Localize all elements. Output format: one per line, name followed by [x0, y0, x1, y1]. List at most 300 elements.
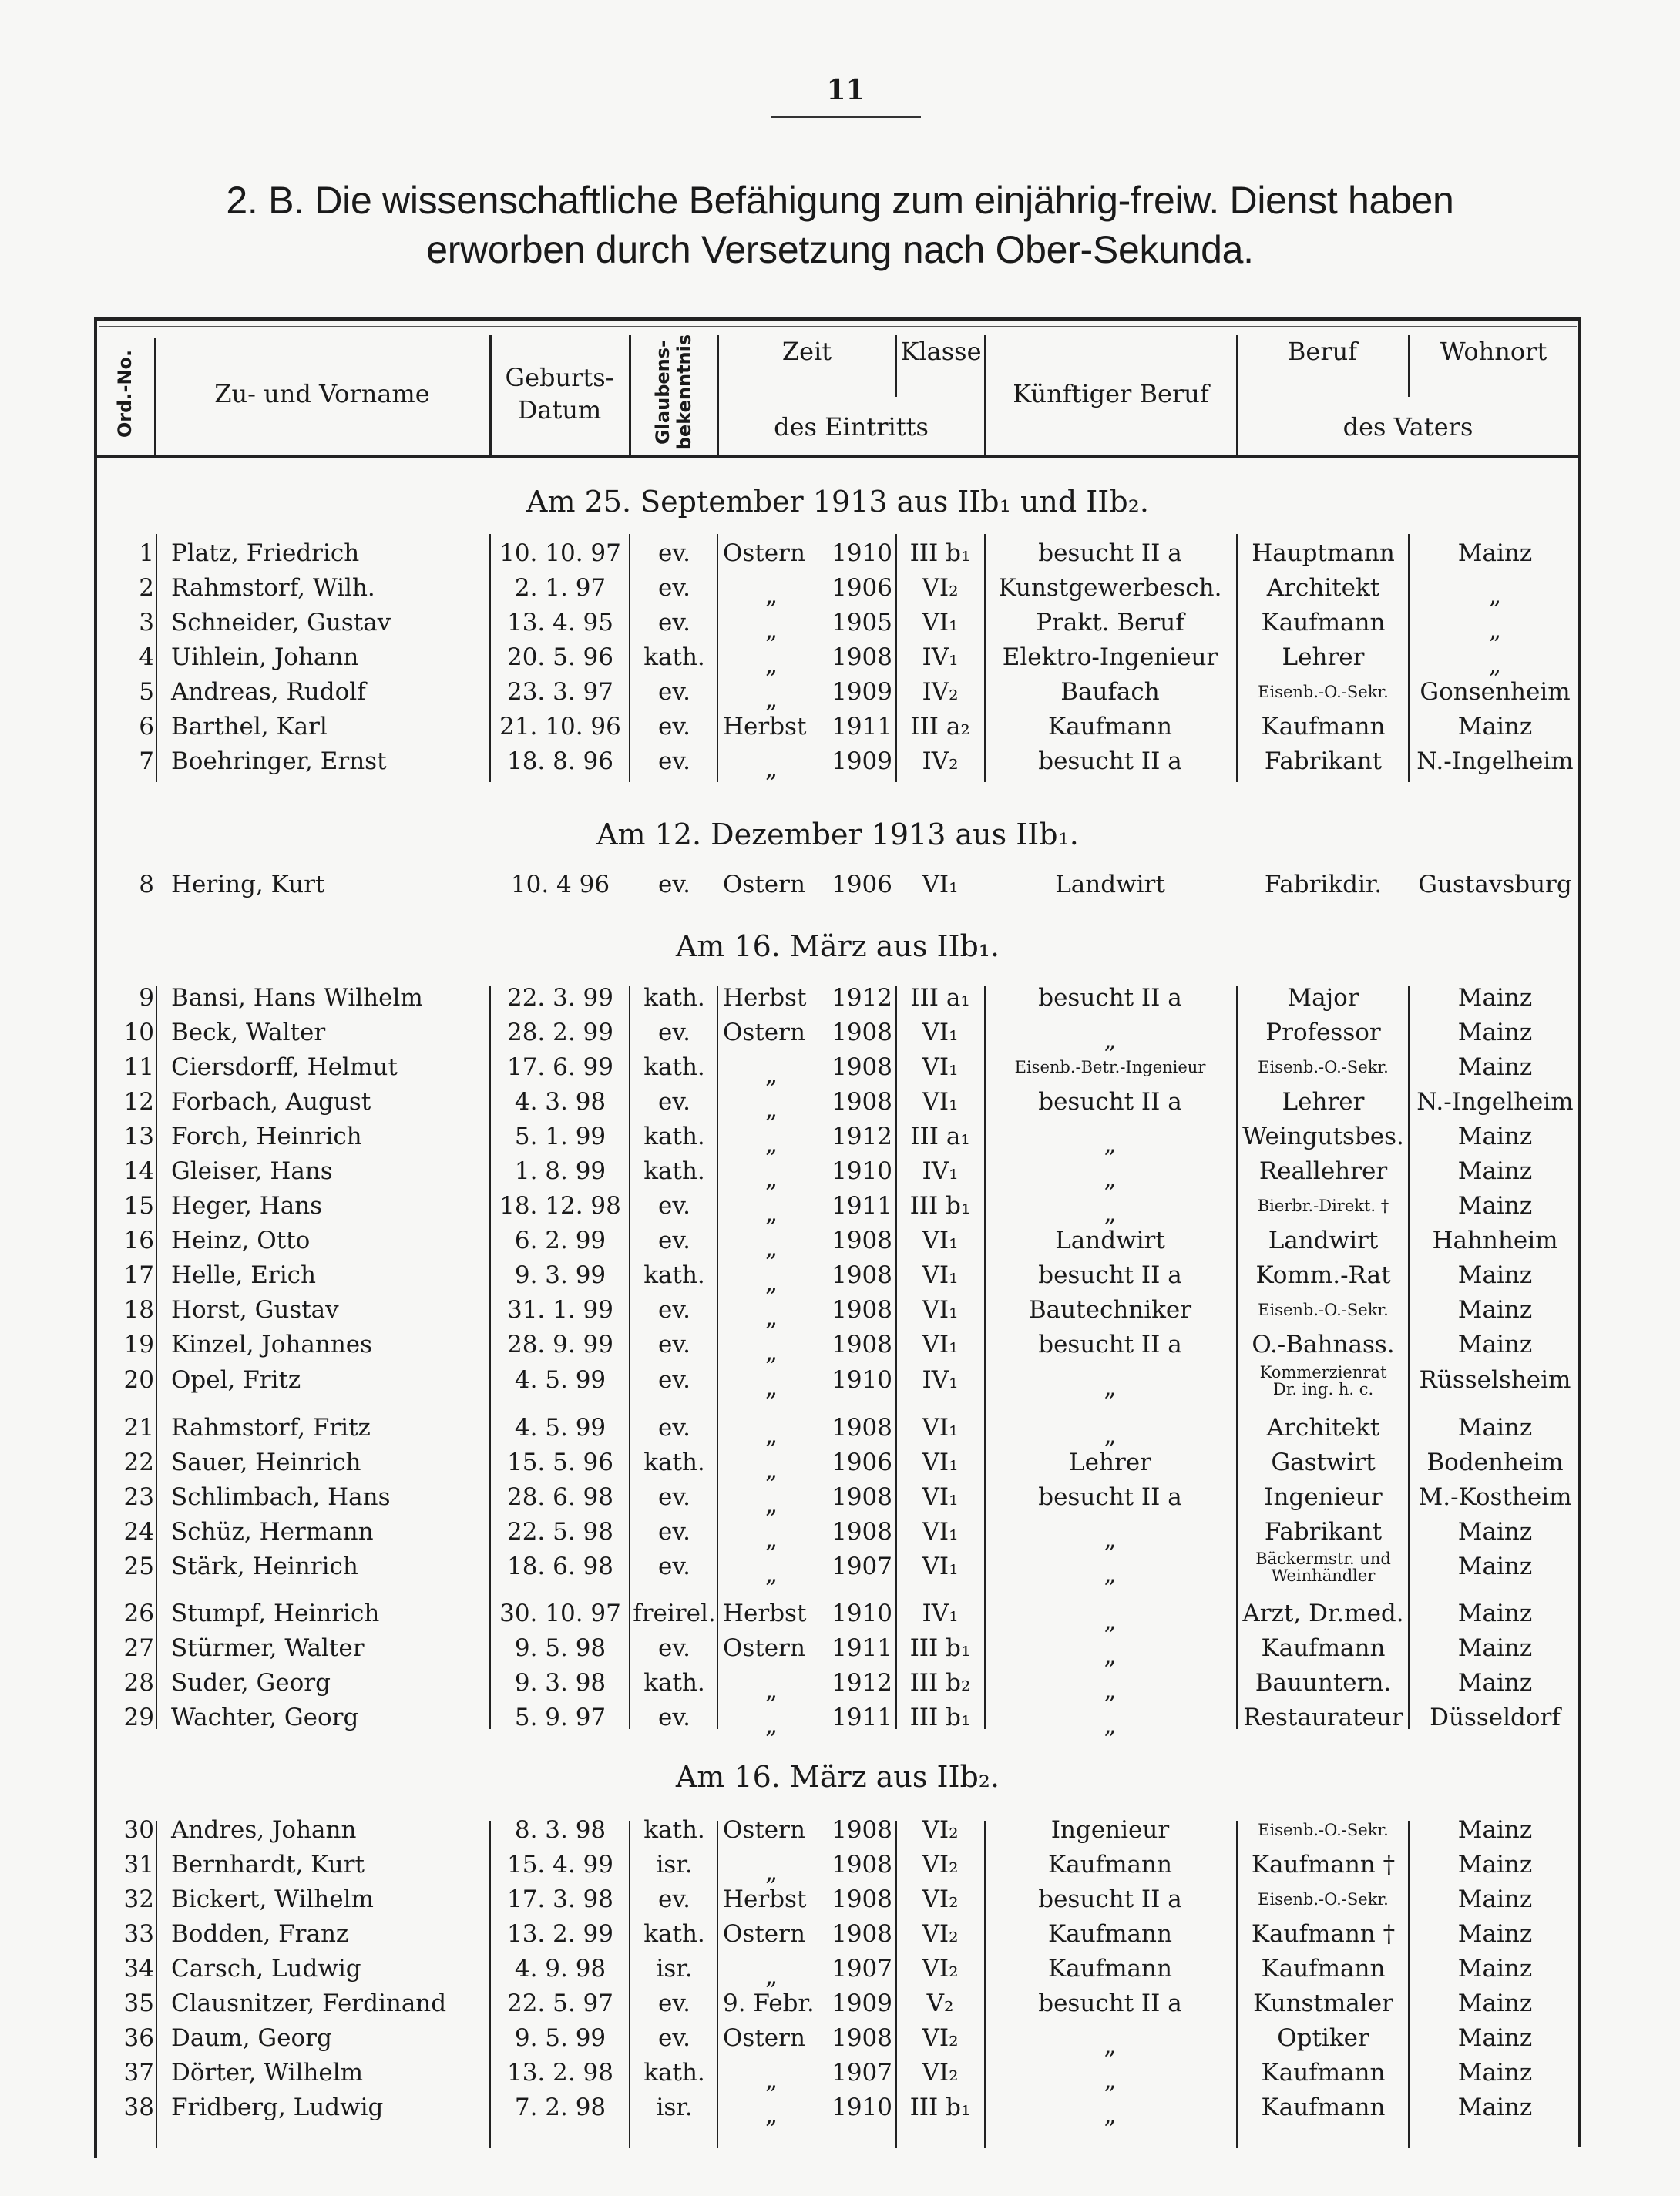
- cell-year: 1908: [832, 1296, 892, 1324]
- table-top-rule: [94, 317, 1581, 321]
- cell-wohnort: Mainz: [1457, 713, 1533, 740]
- cell-name: Dörter, Wilhelm: [171, 2059, 364, 2087]
- cell-date: 22. 5. 97: [506, 1989, 614, 2017]
- cell-kuenftig: besucht II a: [1038, 1483, 1182, 1511]
- cell-beruf: Ingenieur: [1264, 1483, 1383, 1511]
- table-row: [94, 2090, 1581, 2129]
- cell-name: Opel, Fritz: [171, 1366, 301, 1394]
- cell-zeit: „: [764, 1304, 778, 1331]
- cell-klasse: III a₁: [910, 1123, 970, 1150]
- cell-no: 31: [123, 1851, 154, 1879]
- cell-name: Schneider, Gustav: [171, 609, 391, 636]
- cell-date: 9. 5. 99: [514, 2024, 606, 2052]
- cell-name: Schlimbach, Hans: [171, 1483, 391, 1511]
- cell-date: 18. 8. 96: [506, 747, 614, 775]
- cell-year: 1908: [832, 1331, 892, 1358]
- cell-year: 1906: [832, 574, 892, 602]
- cell-no: 21: [123, 1414, 154, 1442]
- cell-beruf: Bierbr.-Direkt. †: [1257, 1197, 1389, 1215]
- cell-kuenftig: Elektro-Ingenieur: [1002, 643, 1218, 671]
- cell-no: 38: [123, 2094, 154, 2121]
- cell-zeit: Ostern: [723, 871, 805, 898]
- cell-no: 28: [123, 1669, 154, 1697]
- cell-kuenftig: „: [1104, 1607, 1117, 1635]
- cell-zeit: „: [764, 582, 778, 609]
- cell-no: 11: [123, 1053, 154, 1081]
- cell-date: 13. 2. 99: [506, 1920, 614, 1948]
- cell-year: 1911: [832, 1704, 892, 1731]
- cell-religion: kath.: [643, 1816, 705, 1844]
- header-kuenftiger-beruf: Künftiger Beruf: [1013, 379, 1209, 408]
- cell-year: 1908: [832, 2024, 892, 2052]
- cell-beruf: Kaufmann: [1261, 1634, 1386, 1662]
- cell-klasse: IV₁: [922, 1600, 959, 1627]
- cell-kuenftig: besucht II a: [1038, 1261, 1182, 1289]
- cell-beruf: Fabrikant: [1264, 747, 1383, 775]
- section-heading: Am 16. März aus IIb₂.: [675, 1760, 1000, 1794]
- cell-klasse: IV₂: [922, 678, 959, 706]
- cell-date: 4. 5. 99: [514, 1366, 606, 1394]
- section-heading: Am 16. März aus IIb₁.: [675, 929, 1000, 963]
- table-row: [94, 2021, 1581, 2060]
- table-row: [94, 1480, 1581, 1519]
- cell-no: 20: [123, 1366, 154, 1394]
- cell-kuenftig: „: [1104, 2101, 1117, 2129]
- cell-religion: ev.: [657, 747, 691, 775]
- cell-name: Daum, Georg: [171, 2024, 332, 2052]
- cell-wohnort: Mainz: [1457, 1296, 1533, 1324]
- cell-zeit: Herbst: [723, 1600, 807, 1627]
- cell-year: 1909: [832, 678, 892, 706]
- cell-wohnort: Mainz: [1457, 2094, 1533, 2121]
- cell-religion: ev.: [657, 1227, 691, 1254]
- cell-kuenftig: Bautechniker: [1028, 1296, 1192, 1324]
- cell-zeit: „: [764, 1422, 778, 1449]
- cell-klasse: VI₁: [922, 1449, 959, 1476]
- cell-name: Bernhardt, Kurt: [171, 1851, 365, 1879]
- header-birthdate-line1: Geburts-: [505, 363, 614, 392]
- page-title: [92, 176, 1588, 274]
- cell-no: 4: [139, 643, 154, 671]
- cell-name: Andreas, Rudolf: [171, 678, 366, 706]
- cell-wohnort: „: [1488, 651, 1502, 679]
- cell-date: 23. 3. 97: [506, 678, 614, 706]
- cell-kuenftig: besucht II a: [1038, 1331, 1182, 1358]
- header-klasse: Klasse: [900, 337, 982, 366]
- cell-wohnort: Mainz: [1457, 2059, 1533, 2087]
- cell-date: 1. 8. 99: [514, 1157, 606, 1185]
- table-row: [94, 1550, 1581, 1588]
- cell-name: Suder, Georg: [171, 1669, 331, 1697]
- cell-year: 1908: [832, 1885, 892, 1913]
- table-row: [94, 981, 1581, 1016]
- cell-wohnort: Mainz: [1457, 1553, 1533, 1580]
- cell-zeit: Ostern: [723, 539, 805, 567]
- header-ord: Ord.-No.: [114, 349, 136, 438]
- cell-klasse: IV₁: [922, 1157, 959, 1185]
- cell-zeit: „: [764, 616, 778, 644]
- cell-religion: ev.: [657, 574, 691, 602]
- cell-beruf: Architekt: [1266, 1414, 1380, 1442]
- cell-religion: kath.: [643, 1123, 705, 1150]
- cell-religion: ev.: [657, 1518, 691, 1546]
- cell-no: 1: [139, 539, 154, 567]
- cell-date: 28. 6. 98: [506, 1483, 614, 1511]
- cell-year: 1912: [832, 984, 892, 1012]
- title-line-1: 2. B. Die wissenschaftliche Befähigung zum einjährig-freiw. Dienst haben: [226, 179, 1454, 222]
- cell-zeit: Ostern: [723, 1816, 805, 1844]
- cell-name: Bansi, Hans Wilhelm: [171, 984, 423, 1012]
- cell-name: Barthel, Karl: [171, 713, 328, 740]
- cell-name: Schüz, Hermann: [171, 1518, 374, 1546]
- cell-no: 22: [123, 1449, 154, 1476]
- cell-beruf: Optiker: [1277, 2024, 1369, 2052]
- cell-klasse: VI₂: [922, 574, 959, 602]
- cell-religion: ev.: [657, 1483, 691, 1511]
- cell-wohnort: „: [1488, 582, 1502, 609]
- cell-religion: kath.: [643, 2059, 705, 2087]
- cell-wohnort: Mainz: [1457, 1261, 1533, 1289]
- cell-no: 10: [123, 1019, 154, 1046]
- cell-klasse: IV₁: [922, 643, 959, 671]
- header-des-vaters: des Vaters: [1342, 412, 1473, 442]
- cell-year: 1907: [832, 1955, 892, 1983]
- cell-zeit: „: [764, 651, 778, 679]
- cell-klasse: VI₁: [922, 1483, 959, 1511]
- cell-kuenftig: Baufach: [1060, 678, 1160, 706]
- cell-beruf: O.-Bahnass.: [1252, 1331, 1395, 1358]
- cell-year: 1908: [832, 1053, 892, 1081]
- cell-name: Bodden, Franz: [171, 1920, 349, 1948]
- cell-year: 1910: [832, 539, 892, 567]
- cell-beruf: Reallehrer: [1258, 1157, 1388, 1185]
- cell-zeit: „: [764, 1526, 778, 1553]
- cell-klasse: VI₁: [922, 1053, 959, 1081]
- cell-beruf: Kaufmann: [1261, 609, 1386, 636]
- cell-year: 1910: [832, 2094, 892, 2121]
- cell-kuenftig: Kaufmann: [1048, 1955, 1172, 1983]
- header-zeit: Zeit: [781, 337, 832, 366]
- cell-year: 1908: [832, 1920, 892, 1948]
- table-row: [94, 536, 1581, 571]
- cell-date: 15. 5. 96: [506, 1449, 614, 1476]
- cell-no: 29: [123, 1704, 154, 1731]
- cell-beruf: Arzt, Dr.med.: [1242, 1600, 1404, 1627]
- table-row: [94, 1120, 1581, 1158]
- cell-no: 8: [139, 871, 154, 898]
- cell-kuenftig: Ingenieur: [1050, 1816, 1170, 1844]
- cell-zeit: Herbst: [723, 1885, 807, 1913]
- cell-religion: isr.: [656, 1955, 693, 1983]
- cell-klasse: VI₁: [922, 1518, 959, 1546]
- cell-religion: ev.: [657, 1989, 691, 2017]
- table-row: [94, 1363, 1581, 1402]
- table-row: [94, 1050, 1581, 1089]
- table-top-thin-rule: [99, 326, 1577, 327]
- cell-religion: kath.: [643, 1449, 705, 1476]
- cell-religion: ev.: [657, 609, 691, 636]
- cell-kuenftig: „: [1104, 2032, 1117, 2060]
- cell-year: 1905: [832, 609, 892, 636]
- cell-date: 4. 3. 98: [514, 1088, 606, 1116]
- cell-name: Bickert, Wilhelm: [171, 1885, 374, 1913]
- cell-zeit: „: [764, 1456, 778, 1484]
- cell-date: 21. 10. 96: [499, 713, 621, 740]
- table-row: [94, 1016, 1581, 1054]
- table-row: [94, 1189, 1581, 1227]
- cell-wohnort: Mainz: [1457, 1600, 1533, 1627]
- cell-no: 12: [123, 1088, 154, 1116]
- cell-religion: ev.: [657, 1634, 691, 1662]
- cell-zeit: „: [764, 1859, 778, 1886]
- cell-beruf: Komm.-Rat: [1255, 1261, 1391, 1289]
- cell-klasse: VI₂: [922, 1851, 959, 1879]
- cell-religion: ev.: [657, 1885, 691, 1913]
- cell-klasse: VI₂: [922, 1920, 959, 1948]
- cell-year: 1911: [832, 713, 892, 740]
- cell-no: 35: [123, 1989, 154, 2017]
- cell-name: Wachter, Georg: [171, 1704, 359, 1731]
- cell-name: Ciersdorff, Helmut: [171, 1053, 398, 1081]
- cell-kuenftig: „: [1104, 1677, 1117, 1704]
- header-name: Zu- und Vorname: [214, 379, 430, 408]
- cell-beruf: Bauuntern.: [1255, 1669, 1392, 1697]
- cell-beruf: Kaufmann †: [1251, 1851, 1396, 1879]
- cell-wohnort: Mainz: [1457, 1518, 1533, 1546]
- cell-name: Platz, Friedrich: [171, 539, 360, 567]
- cell-religion: kath.: [643, 643, 705, 671]
- cell-beruf: Landwirt: [1268, 1227, 1379, 1254]
- cell-zeit: 9. Febr.: [723, 1989, 815, 2017]
- table-row: [94, 606, 1581, 644]
- cell-no: 30: [123, 1816, 154, 1844]
- cell-zeit: „: [764, 755, 778, 783]
- cell-kuenftig: besucht II a: [1038, 1885, 1182, 1913]
- cell-wohnort: Mainz: [1457, 984, 1533, 1012]
- cell-name: Sauer, Heinrich: [171, 1449, 361, 1476]
- cell-date: 18. 6. 98: [506, 1553, 614, 1580]
- cell-name: Hering, Kurt: [171, 871, 325, 898]
- cell-religion: ev.: [657, 1704, 691, 1731]
- cell-wohnort: N.-Ingelheim: [1416, 747, 1574, 775]
- cell-zeit: „: [764, 1677, 778, 1704]
- table-row: [94, 1848, 1581, 1886]
- cell-wohnort: Düsseldorf: [1430, 1704, 1561, 1731]
- cell-year: 1908: [832, 1816, 892, 1844]
- cell-kuenftig: besucht II a: [1038, 984, 1182, 1012]
- cell-zeit: „: [764, 1374, 778, 1402]
- cell-beruf: Restaurateur: [1243, 1704, 1403, 1731]
- cell-no: 13: [123, 1123, 154, 1150]
- cell-kuenftig: „: [1104, 1642, 1117, 1670]
- table-row: [94, 1224, 1581, 1262]
- cell-kuenftig: Kaufmann: [1048, 1920, 1172, 1948]
- cell-religion: ev.: [657, 1019, 691, 1046]
- cell-beruf: Eisenb.-O.-Sekr.: [1258, 683, 1389, 701]
- cell-no: 16: [123, 1227, 154, 1254]
- cell-wohnort: N.-Ingelheim: [1416, 1088, 1574, 1116]
- cell-zeit: Herbst: [723, 713, 807, 740]
- cell-name: Clausnitzer, Ferdinand: [171, 1989, 447, 2017]
- cell-kuenftig: „: [1104, 1130, 1117, 1158]
- cell-wohnort: Mainz: [1457, 2024, 1533, 2052]
- cell-name: Forch, Heinrich: [171, 1123, 362, 1150]
- cell-klasse: III b₁: [909, 1192, 971, 1220]
- cell-zeit: „: [764, 1061, 778, 1089]
- table-row: [94, 1154, 1581, 1193]
- cell-religion: ev.: [657, 871, 691, 898]
- cell-year: 1907: [832, 1553, 892, 1580]
- cell-date: 9. 3. 98: [514, 1669, 606, 1697]
- cell-no: 18: [123, 1296, 154, 1324]
- table-row: [94, 1293, 1581, 1331]
- cell-year: 1908: [832, 1483, 892, 1511]
- cell-year: 1912: [832, 1669, 892, 1697]
- cell-zeit: Herbst: [723, 984, 807, 1012]
- cell-wohnort: Hahnheim: [1432, 1227, 1558, 1254]
- cell-beruf: Kaufmann: [1261, 2094, 1386, 2121]
- cell-year: 1912: [832, 1123, 892, 1150]
- cell-date: 5. 9. 97: [514, 1704, 606, 1731]
- cell-zeit: Ostern: [723, 1920, 805, 1948]
- table-row: [94, 1882, 1581, 1917]
- cell-beruf: Major: [1287, 984, 1359, 1012]
- cell-date: 17. 6. 99: [506, 1053, 614, 1081]
- cell-klasse: VI₂: [922, 2059, 959, 2087]
- cell-year: 1908: [832, 1019, 892, 1046]
- cell-date: 22. 3. 99: [506, 984, 614, 1012]
- cell-date: 9. 3. 99: [514, 1261, 606, 1289]
- cell-date: 7. 2. 98: [514, 2094, 606, 2121]
- cell-year: 1906: [832, 871, 892, 898]
- cell-date: 18. 12. 98: [499, 1192, 621, 1220]
- cell-wohnort: Gonsenheim: [1420, 678, 1571, 706]
- cell-kuenftig: „: [1104, 1374, 1117, 1402]
- cell-name: Kinzel, Johannes: [171, 1331, 373, 1358]
- cell-beruf: Fabrikdir.: [1264, 871, 1383, 898]
- cell-klasse: V₂: [926, 1989, 954, 2017]
- cell-wohnort: Mainz: [1457, 539, 1533, 567]
- cell-wohnort: Mainz: [1457, 1816, 1533, 1844]
- table-row: [94, 1446, 1581, 1484]
- cell-klasse: III b₁: [909, 1704, 971, 1731]
- header-religion-line1: Glaubens-: [652, 340, 674, 445]
- cell-kuenftig: „: [1104, 1526, 1117, 1553]
- section-heading: Am 25. September 1913 aus IIb₁ und IIb₂.: [526, 485, 1149, 519]
- cell-wohnort: Mainz: [1457, 1157, 1533, 1185]
- cell-wohnort: Bodenheim: [1426, 1449, 1564, 1476]
- header-birthdate: [491, 332, 628, 455]
- cell-beruf: Professor: [1265, 1019, 1381, 1046]
- cell-zeit: Ostern: [723, 1634, 805, 1662]
- cell-wohnort: Mainz: [1457, 1053, 1533, 1081]
- cell-date: 2. 1. 97: [514, 574, 606, 602]
- cell-religion: ev.: [657, 1088, 691, 1116]
- cell-kuenftig: „: [1104, 1711, 1117, 1739]
- cell-zeit: „: [764, 1491, 778, 1519]
- cell-no: 23: [123, 1483, 154, 1511]
- header-divider: [629, 335, 631, 455]
- cell-year: 1911: [832, 1634, 892, 1662]
- cell-klasse: VI₂: [922, 1885, 959, 1913]
- cell-beruf: Lehrer: [1282, 1088, 1365, 1116]
- cell-kuenftig: „: [1104, 1165, 1117, 1193]
- cell-no: 2: [139, 574, 154, 602]
- table-row: [94, 744, 1581, 783]
- cell-kuenftig: „: [1104, 1200, 1117, 1227]
- cell-zeit: „: [764, 1165, 778, 1193]
- cell-kuenftig: besucht II a: [1038, 539, 1182, 567]
- cell-date: 10. 4 96: [510, 871, 610, 898]
- cell-name: Heger, Hans: [171, 1192, 323, 1220]
- cell-year: 1909: [832, 1989, 892, 2017]
- cell-kuenftig: Lehrer: [1069, 1449, 1151, 1476]
- cell-zeit: „: [764, 1338, 778, 1366]
- cell-year: 1910: [832, 1366, 892, 1394]
- cell-no: 6: [139, 713, 154, 740]
- table-row: [94, 1085, 1581, 1123]
- cell-date: 17. 3. 98: [506, 1885, 614, 1913]
- cell-klasse: VI₁: [922, 1331, 959, 1358]
- cell-religion: kath.: [643, 1920, 705, 1948]
- cell-year: 1908: [832, 1261, 892, 1289]
- page-number-rule: [771, 116, 921, 118]
- cell-year: 1911: [832, 1192, 892, 1220]
- cell-klasse: VI₁: [922, 1414, 959, 1442]
- cell-religion: isr.: [656, 2094, 693, 2121]
- cell-name: Rahmstorf, Wilh.: [171, 574, 375, 602]
- cell-date: 4. 5. 99: [514, 1414, 606, 1442]
- header-wohnort: Wohnort: [1440, 337, 1547, 366]
- cell-klasse: VI₁: [922, 1553, 959, 1580]
- cell-wohnort: Mainz: [1457, 1955, 1533, 1983]
- cell-no: 33: [123, 1920, 154, 1948]
- cell-religion: ev.: [657, 1414, 691, 1442]
- cell-klasse: III b₂: [909, 1669, 971, 1697]
- cell-no: 17: [123, 1261, 154, 1289]
- cell-zeit: „: [764, 1234, 778, 1262]
- cell-year: 1909: [832, 747, 892, 775]
- cell-kuenftig: Kaufmann: [1048, 1851, 1172, 1879]
- cell-beruf: Kaufmann: [1261, 2059, 1386, 2087]
- cell-religion: kath.: [643, 984, 705, 1012]
- cell-beruf: Kaufmann: [1261, 713, 1386, 740]
- cell-date: 4. 9. 98: [514, 1955, 606, 1983]
- cell-religion: ev.: [657, 539, 691, 567]
- cell-no: 25: [123, 1553, 154, 1580]
- cell-name: Beck, Walter: [171, 1019, 326, 1046]
- cell-beruf: Eisenb.-O.-Sekr.: [1258, 1821, 1389, 1839]
- cell-zeit: „: [764, 1269, 778, 1297]
- cell-zeit: „: [764, 1711, 778, 1739]
- cell-beruf: Eisenb.-O.-Sekr.: [1258, 1890, 1389, 1909]
- table-row: [94, 1666, 1581, 1704]
- cell-beruf: Fabrikant: [1264, 1518, 1383, 1546]
- cell-beruf: Bäckermstr. und Weinhändler: [1238, 1550, 1409, 1585]
- cell-wohnort: Rüsselsheim: [1419, 1366, 1571, 1394]
- cell-no: 26: [123, 1600, 154, 1627]
- cell-name: Uihlein, Johann: [171, 643, 359, 671]
- cell-religion: kath.: [643, 1157, 705, 1185]
- cell-no: 7: [139, 747, 154, 775]
- cell-klasse: III b₁: [909, 2094, 971, 2121]
- cell-zeit: Ostern: [723, 2024, 805, 2052]
- cell-kuenftig: Prakt. Beruf: [1036, 609, 1184, 636]
- cell-zeit: „: [764, 2101, 778, 2129]
- cell-kuenftig: „: [1104, 1026, 1117, 1054]
- cell-name: Helle, Erich: [171, 1261, 316, 1289]
- cell-wohnort: Mainz: [1457, 1331, 1533, 1358]
